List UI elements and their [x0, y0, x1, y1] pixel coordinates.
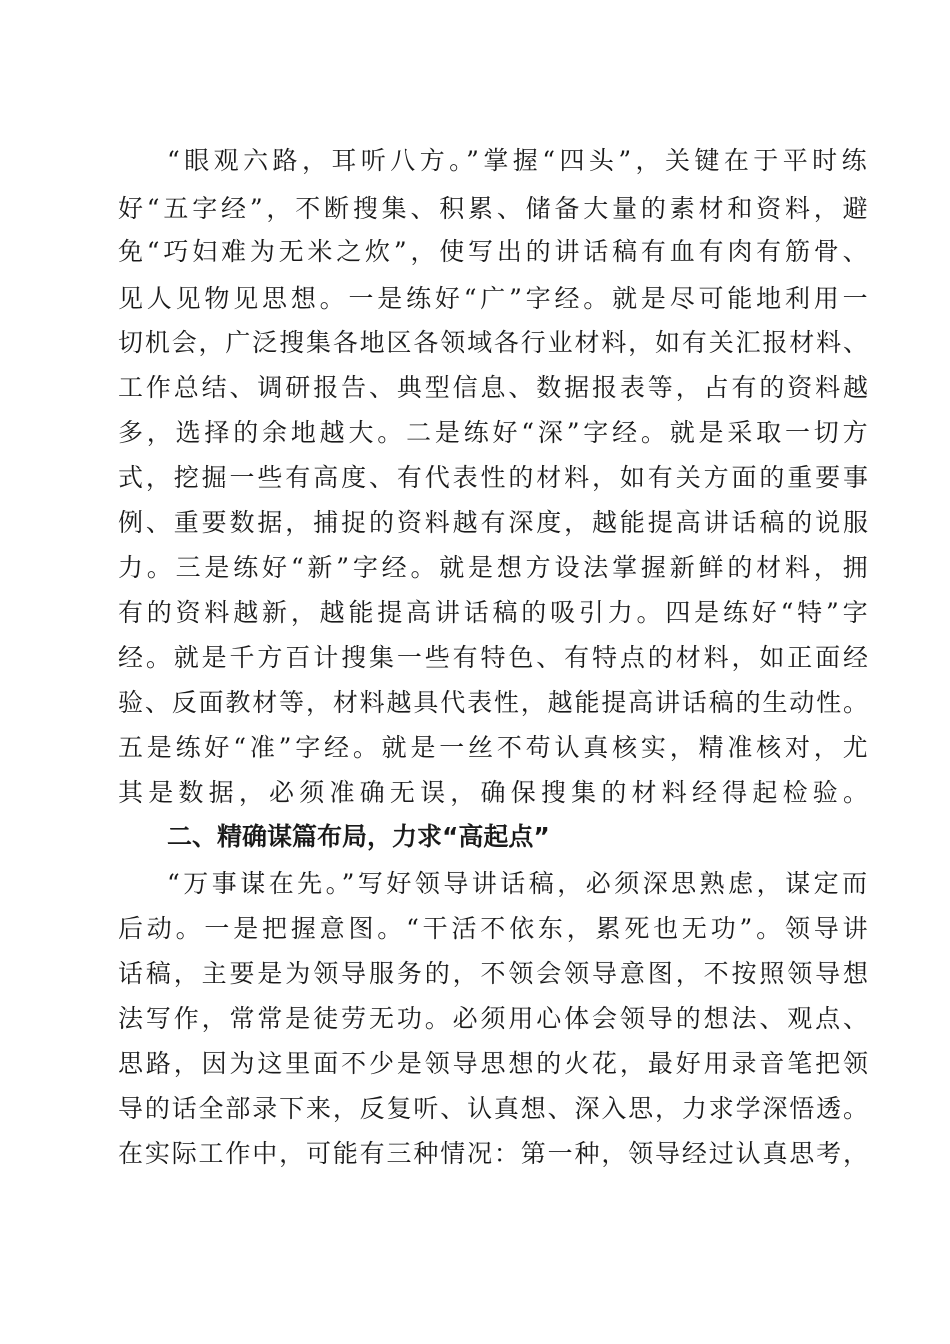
paragraph-1-line-1: “眼观六路，耳听八方。”掌握“四头”，关键在于平时练	[167, 146, 872, 175]
paragraph-1-line-9: 例、重要数据，捕捉的资料越有深度，越能提高讲话稿的说服	[118, 508, 871, 537]
paragraph-1-line-7: 多，选择的余地越大。二是练好“深”字经。就是采取一切方	[118, 418, 872, 447]
paragraph-1-line-8: 式，挖掘一些有高度、有代表性的材料，如有关方面的重要事	[118, 463, 871, 492]
paragraph-1-line-12: 经。就是千方百计搜集一些有特色、有特点的材料，如正面经	[118, 643, 871, 672]
paragraph-2-line-7: 在实际工作中，可能有三种情况：第一种，领导经过认真思考，	[118, 1139, 870, 1168]
paragraph-1-line-2: 好“五字经”，不断搜集、积累、储备大量的素材和资料，避	[118, 194, 872, 223]
paragraph-2-line-5: 思路，因为这里面不少是领导思想的火花，最好用录音笔把领	[118, 1049, 871, 1078]
paragraph-1-line-13: 验、反面教材等，材料越具代表性，越能提高讲话稿的生动性。	[118, 688, 870, 717]
paragraph-1-line-5: 切机会，广泛搜集各地区各领域各行业材料，如有关汇报材料、	[118, 328, 870, 357]
section-heading: 二、精确谋篇布局，力求“高起点”	[167, 822, 550, 851]
paragraph-1-line-10: 力。三是练好“新”字经。就是想方设法掌握新鲜的材料，拥	[118, 553, 872, 582]
paragraph-1-line-4: 见人见物见思想。一是练好“广”字经。就是尽可能地利用一	[118, 284, 872, 313]
paragraph-2-line-1: “万事谋在先。”写好领导讲话稿，必须深思熟虑，谋定而	[167, 869, 871, 898]
paragraph-1-line-3: 免“巧妇难为无米之炊”，使写出的讲话稿有血有肉有筋骨、	[118, 237, 872, 266]
paragraph-2-line-6: 导的话全部录下来，反复听、认真想、深入思，力求学深悟透。	[118, 1094, 870, 1123]
paragraph-1-line-6: 工作总结、调研报告、典型信息、数据报表等，占有的资料越	[118, 373, 871, 402]
paragraph-2-line-3: 话稿，主要是为领导服务的，不领会领导意图，不按照领导想	[118, 959, 871, 988]
paragraph-2-line-4: 法写作，常常是徒劳无功。必须用心体会领导的想法、观点、	[118, 1004, 871, 1033]
paragraph-1-line-15: 其是数据，必须准确无误，确保搜集的材料经得起检验。	[118, 778, 874, 807]
paragraph-1-line-11: 有的资料越新，越能提高讲话稿的吸引力。四是练好“特”字	[118, 598, 872, 627]
paragraph-2-line-2: 后动。一是把握意图。“干活不依东，累死也无功”。领导讲	[118, 914, 872, 943]
paragraph-1-line-14: 五是练好“准”字经。就是一丝不苟认真核实，精准核对，尤	[118, 733, 872, 762]
